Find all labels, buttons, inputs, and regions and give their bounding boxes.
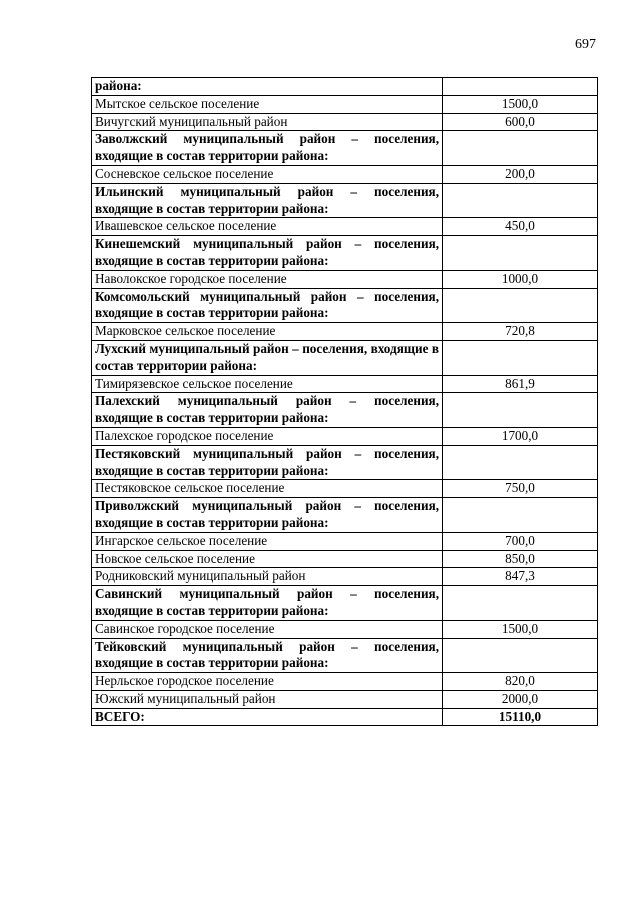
row-value: 1000,0 <box>443 270 598 288</box>
row-value: 600,0 <box>443 113 598 131</box>
row-name: Марковское сельское поселение <box>92 323 443 341</box>
table-row <box>92 620 598 638</box>
row-value <box>443 638 598 673</box>
row-name: Пестяковское сельское поселение <box>92 480 443 498</box>
table-row <box>92 393 598 428</box>
table-row <box>92 445 598 480</box>
row-value: 1700,0 <box>443 427 598 445</box>
table-row <box>92 586 598 621</box>
row-value: 1500,0 <box>443 620 598 638</box>
row-value: 750,0 <box>443 480 598 498</box>
row-value <box>443 340 598 375</box>
row-name: Вичугский муниципальный район <box>92 113 443 131</box>
row-name: Лухский муниципальный район – поселения, входящие в состав территории района: <box>92 340 443 375</box>
row-name: Родниковский муниципальный район <box>92 568 443 586</box>
page-number: 697 <box>575 37 596 52</box>
table-row <box>92 638 598 673</box>
row-name: Мытское сельское поселение <box>92 95 443 113</box>
budget-table-body <box>92 78 598 726</box>
row-name: Заволжский муниципальный район – поселения, входящие в состав территории района: <box>92 131 443 166</box>
table-row <box>92 480 598 498</box>
total-value: 15110,0 <box>443 708 598 726</box>
row-name: Палехское городское поселение <box>92 427 443 445</box>
table-row <box>92 131 598 166</box>
row-value: 450,0 <box>443 218 598 236</box>
row-name: Савинский муниципальный район – поселения, входящие в состав территории района: <box>92 586 443 621</box>
row-name: Тимирязевское сельское поселение <box>92 375 443 393</box>
table-row <box>92 323 598 341</box>
row-name: Пестяковский муниципальный район – поселения, входящие в состав территории района: <box>92 445 443 480</box>
row-name: Савинское городское поселение <box>92 620 443 638</box>
row-value: 847,3 <box>443 568 598 586</box>
row-value: 1500,0 <box>443 95 598 113</box>
table-row <box>92 340 598 375</box>
row-value: 720,8 <box>443 323 598 341</box>
table-row <box>92 95 598 113</box>
row-name: Кинешемский муниципальный район – поселения, входящие в состав территории района: <box>92 236 443 271</box>
table-row <box>92 673 598 691</box>
row-value: 700,0 <box>443 532 598 550</box>
row-name: Нерльское городское поселение <box>92 673 443 691</box>
row-value <box>443 183 598 218</box>
row-name: Наволокское городское поселение <box>92 270 443 288</box>
row-value <box>443 393 598 428</box>
table-row <box>92 498 598 533</box>
table-row <box>92 550 598 568</box>
table-row <box>92 236 598 271</box>
row-value <box>443 131 598 166</box>
row-name: Комсомольский муниципальный район – поселения, входящие в состав территории района: <box>92 288 443 323</box>
row-name: Тейковский муниципальный район – поселения, входящие в состав территории района: <box>92 638 443 673</box>
row-name: Приволжский муниципальный район – поселения, входящие в состав территории района: <box>92 498 443 533</box>
row-value <box>443 78 598 96</box>
row-value <box>443 288 598 323</box>
total-row <box>92 708 598 726</box>
table-row <box>92 532 598 550</box>
row-value <box>443 498 598 533</box>
row-value: 200,0 <box>443 165 598 183</box>
row-name: Ингарское сельское поселение <box>92 532 443 550</box>
row-name: Новское сельское поселение <box>92 550 443 568</box>
total-label: ВСЕГО: <box>92 708 443 726</box>
table-row <box>92 568 598 586</box>
row-value <box>443 445 598 480</box>
table-row <box>92 165 598 183</box>
row-name: Палехский муниципальный район – поселения, входящие в состав территории района: <box>92 393 443 428</box>
table-row <box>92 78 598 96</box>
table-row <box>92 113 598 131</box>
row-name: района: <box>92 78 443 96</box>
budget-table <box>91 77 598 726</box>
row-value <box>443 236 598 271</box>
table-row <box>92 218 598 236</box>
row-name: Южский муниципальный район <box>92 690 443 708</box>
row-value <box>443 586 598 621</box>
row-name: Ильинский муниципальный район – поселения, входящие в состав территории района: <box>92 183 443 218</box>
table-row <box>92 427 598 445</box>
row-value: 850,0 <box>443 550 598 568</box>
table-row <box>92 183 598 218</box>
table-row <box>92 690 598 708</box>
row-name: Сосневское сельское поселение <box>92 165 443 183</box>
row-value: 861,9 <box>443 375 598 393</box>
row-value: 820,0 <box>443 673 598 691</box>
row-value: 2000,0 <box>443 690 598 708</box>
table-row <box>92 270 598 288</box>
table-row <box>92 288 598 323</box>
row-name: Ивашевское сельское поселение <box>92 218 443 236</box>
table-row <box>92 375 598 393</box>
